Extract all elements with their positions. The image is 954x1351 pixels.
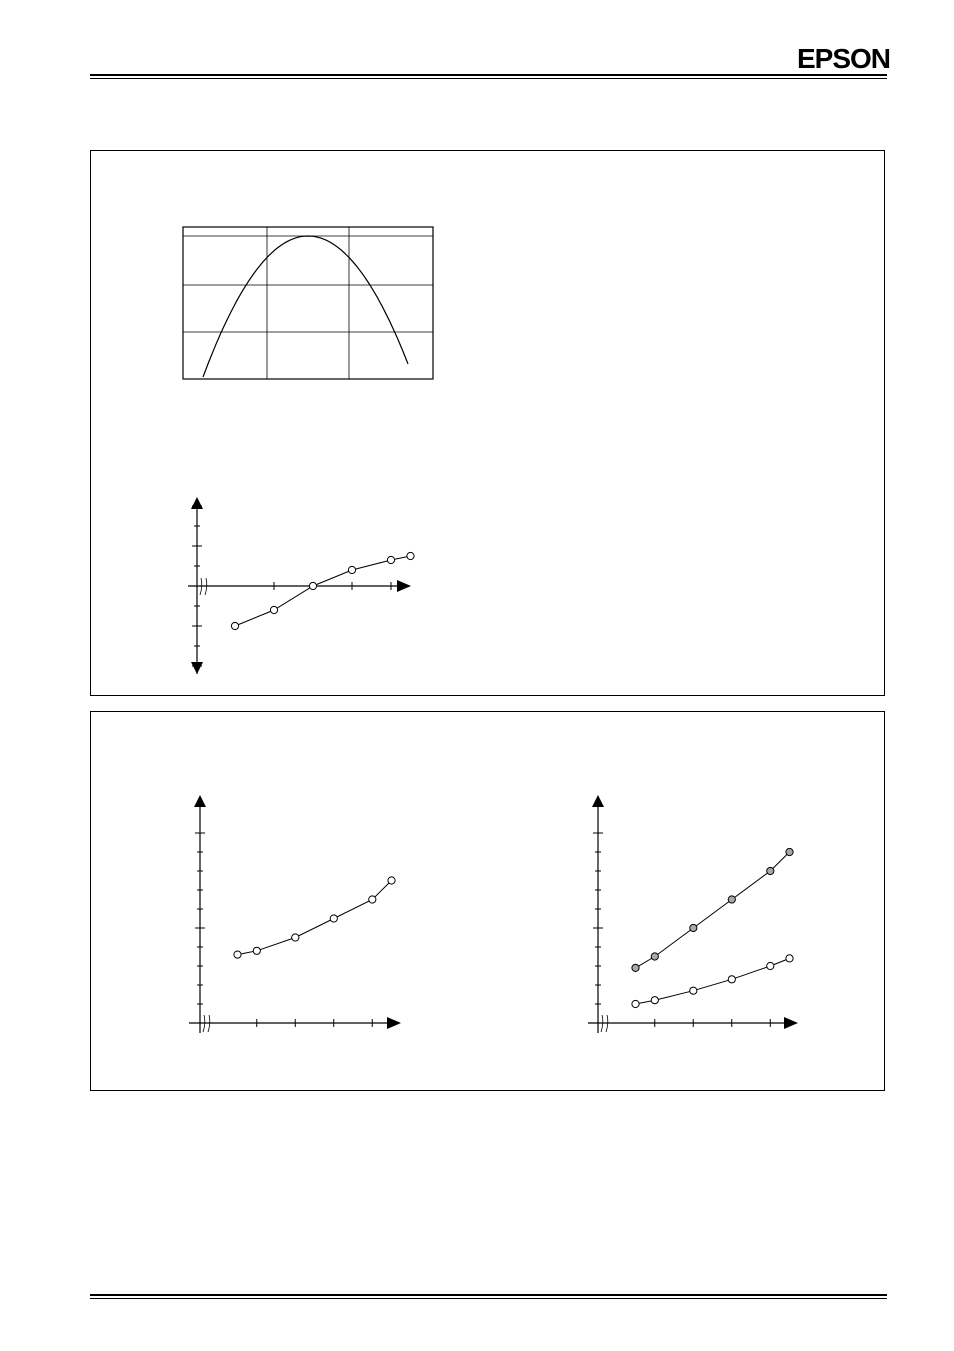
data-point: [369, 896, 376, 903]
y-axis-arrow-down: [191, 662, 203, 674]
single-series-chart: [189, 795, 401, 1033]
curve-chart: [183, 227, 433, 379]
zero-cross-chart: [188, 497, 414, 674]
data-point: [387, 556, 394, 563]
data-point: [690, 924, 697, 931]
data-point: [292, 934, 299, 941]
data-point: [690, 987, 697, 994]
series-line: [235, 556, 411, 626]
series-curve: [203, 236, 408, 377]
x-axis-arrow: [387, 1017, 401, 1029]
x-axis-arrow: [784, 1017, 798, 1029]
data-point: [728, 896, 735, 903]
data-point: [786, 848, 793, 855]
data-point: [270, 606, 277, 613]
x-axis-arrow: [397, 580, 411, 592]
data-point: [407, 552, 414, 559]
series-line: [238, 881, 392, 955]
plot-frame: [183, 227, 433, 379]
epson-logo: EPSON: [796, 43, 890, 74]
data-point: [348, 566, 355, 573]
data-point: [728, 976, 735, 983]
data-point: [767, 962, 774, 969]
data-point: [330, 915, 337, 922]
data-point: [234, 951, 241, 958]
data-point: [767, 867, 774, 874]
dual-series-chart: [588, 795, 798, 1033]
data-point: [786, 955, 793, 962]
data-point: [309, 582, 316, 589]
series-line: [636, 852, 790, 968]
y-axis-arrow: [592, 795, 604, 807]
data-point: [632, 964, 639, 971]
data-point: [651, 953, 658, 960]
data-point: [388, 877, 395, 884]
data-point: [651, 997, 658, 1004]
y-axis-arrow: [194, 795, 206, 807]
data-point: [253, 947, 260, 954]
data-point: [632, 1000, 639, 1007]
data-point: [231, 622, 238, 629]
y-axis-arrow: [191, 497, 203, 509]
